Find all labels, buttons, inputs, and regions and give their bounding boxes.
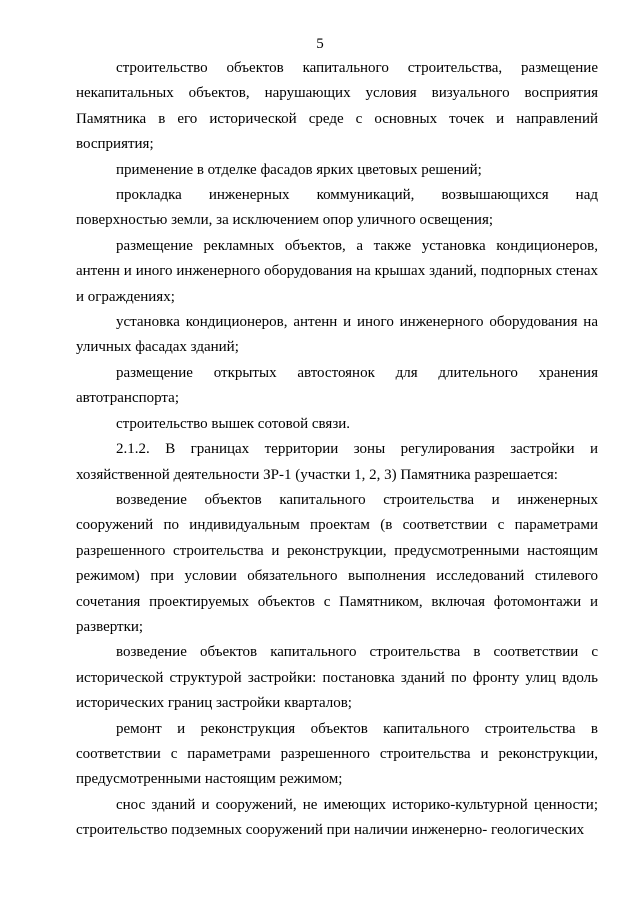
paragraph-permitted-demolition: снос зданий и сооружений, не имеющих историко-культурной ценности; строительство подземных сооружений при наличии инженерно- геологических bbox=[76, 796, 598, 839]
document-body bbox=[76, 56, 598, 844]
paragraph-prohibition-utilities: прокладка инженерных коммуникаций, возвышающихся над поверхностью земли, за исключением опор уличного освещения; bbox=[76, 187, 598, 229]
paragraph-section-2-1-2-heading: 2.1.2. В границах территории зоны регулирования застройки и хозяйственной деятельности ЗР-1 (участки 1, 2, 3) Памятника разрешается: bbox=[76, 441, 598, 483]
paragraph-permitted-historic-structure: возведение объектов капитального строительства в соответствии с исторической структурой застройки: постановка зданий по фронту улиц вдоль исторических границ застройки кварталов; bbox=[76, 644, 598, 712]
paragraph-prohibition-parking: размещение открытых автостоянок для длительного хранения автотранспорта; bbox=[76, 364, 598, 407]
paragraph-prohibition-capital-construction: строительство объектов капитального строительства, размещение некапитальных объектов, нарушающих условия визуального восприятия Памятника в его исторической среде с основных точек и направлений восприятия; bbox=[76, 60, 598, 153]
paragraph-permitted-repair-reconstruction: ремонт и реконструкция объектов капитального строительства в соответствии с параметрами разрешенного строительства и реконструкции, предусмотренными настоящим режимом; bbox=[76, 720, 598, 788]
page-number: 5 bbox=[316, 36, 324, 52]
paragraph-prohibition-facade-equipment: установка кондиционеров, антенн и иного инженерного оборудования на уличных фасадах зданий; bbox=[76, 314, 598, 356]
paragraph-permitted-individual-projects: возведение объектов капитального строительства и инженерных сооружений по индивидуальным проектам (в соответствии с параметрами разрешенного строительства и реконструкции, предусмотренными настоящим режимом) при условии обязательного выполнения исследований стилевого сочетания проектируемых объектов с Памятником, включая фотомонтажи и развертки; bbox=[76, 491, 598, 635]
paragraph-prohibition-roof-equipment: размещение рекламных объектов, а также установка кондиционеров, антенн и иного инженерного оборудования на крышах зданий, подпорных стенах и ограждениях; bbox=[76, 237, 598, 305]
paragraph-prohibition-cell-towers: строительство вышек сотовой связи. bbox=[116, 415, 351, 432]
paragraph-prohibition-bright-facades: применение в отделке фасадов ярких цветовых решений; bbox=[116, 161, 482, 178]
